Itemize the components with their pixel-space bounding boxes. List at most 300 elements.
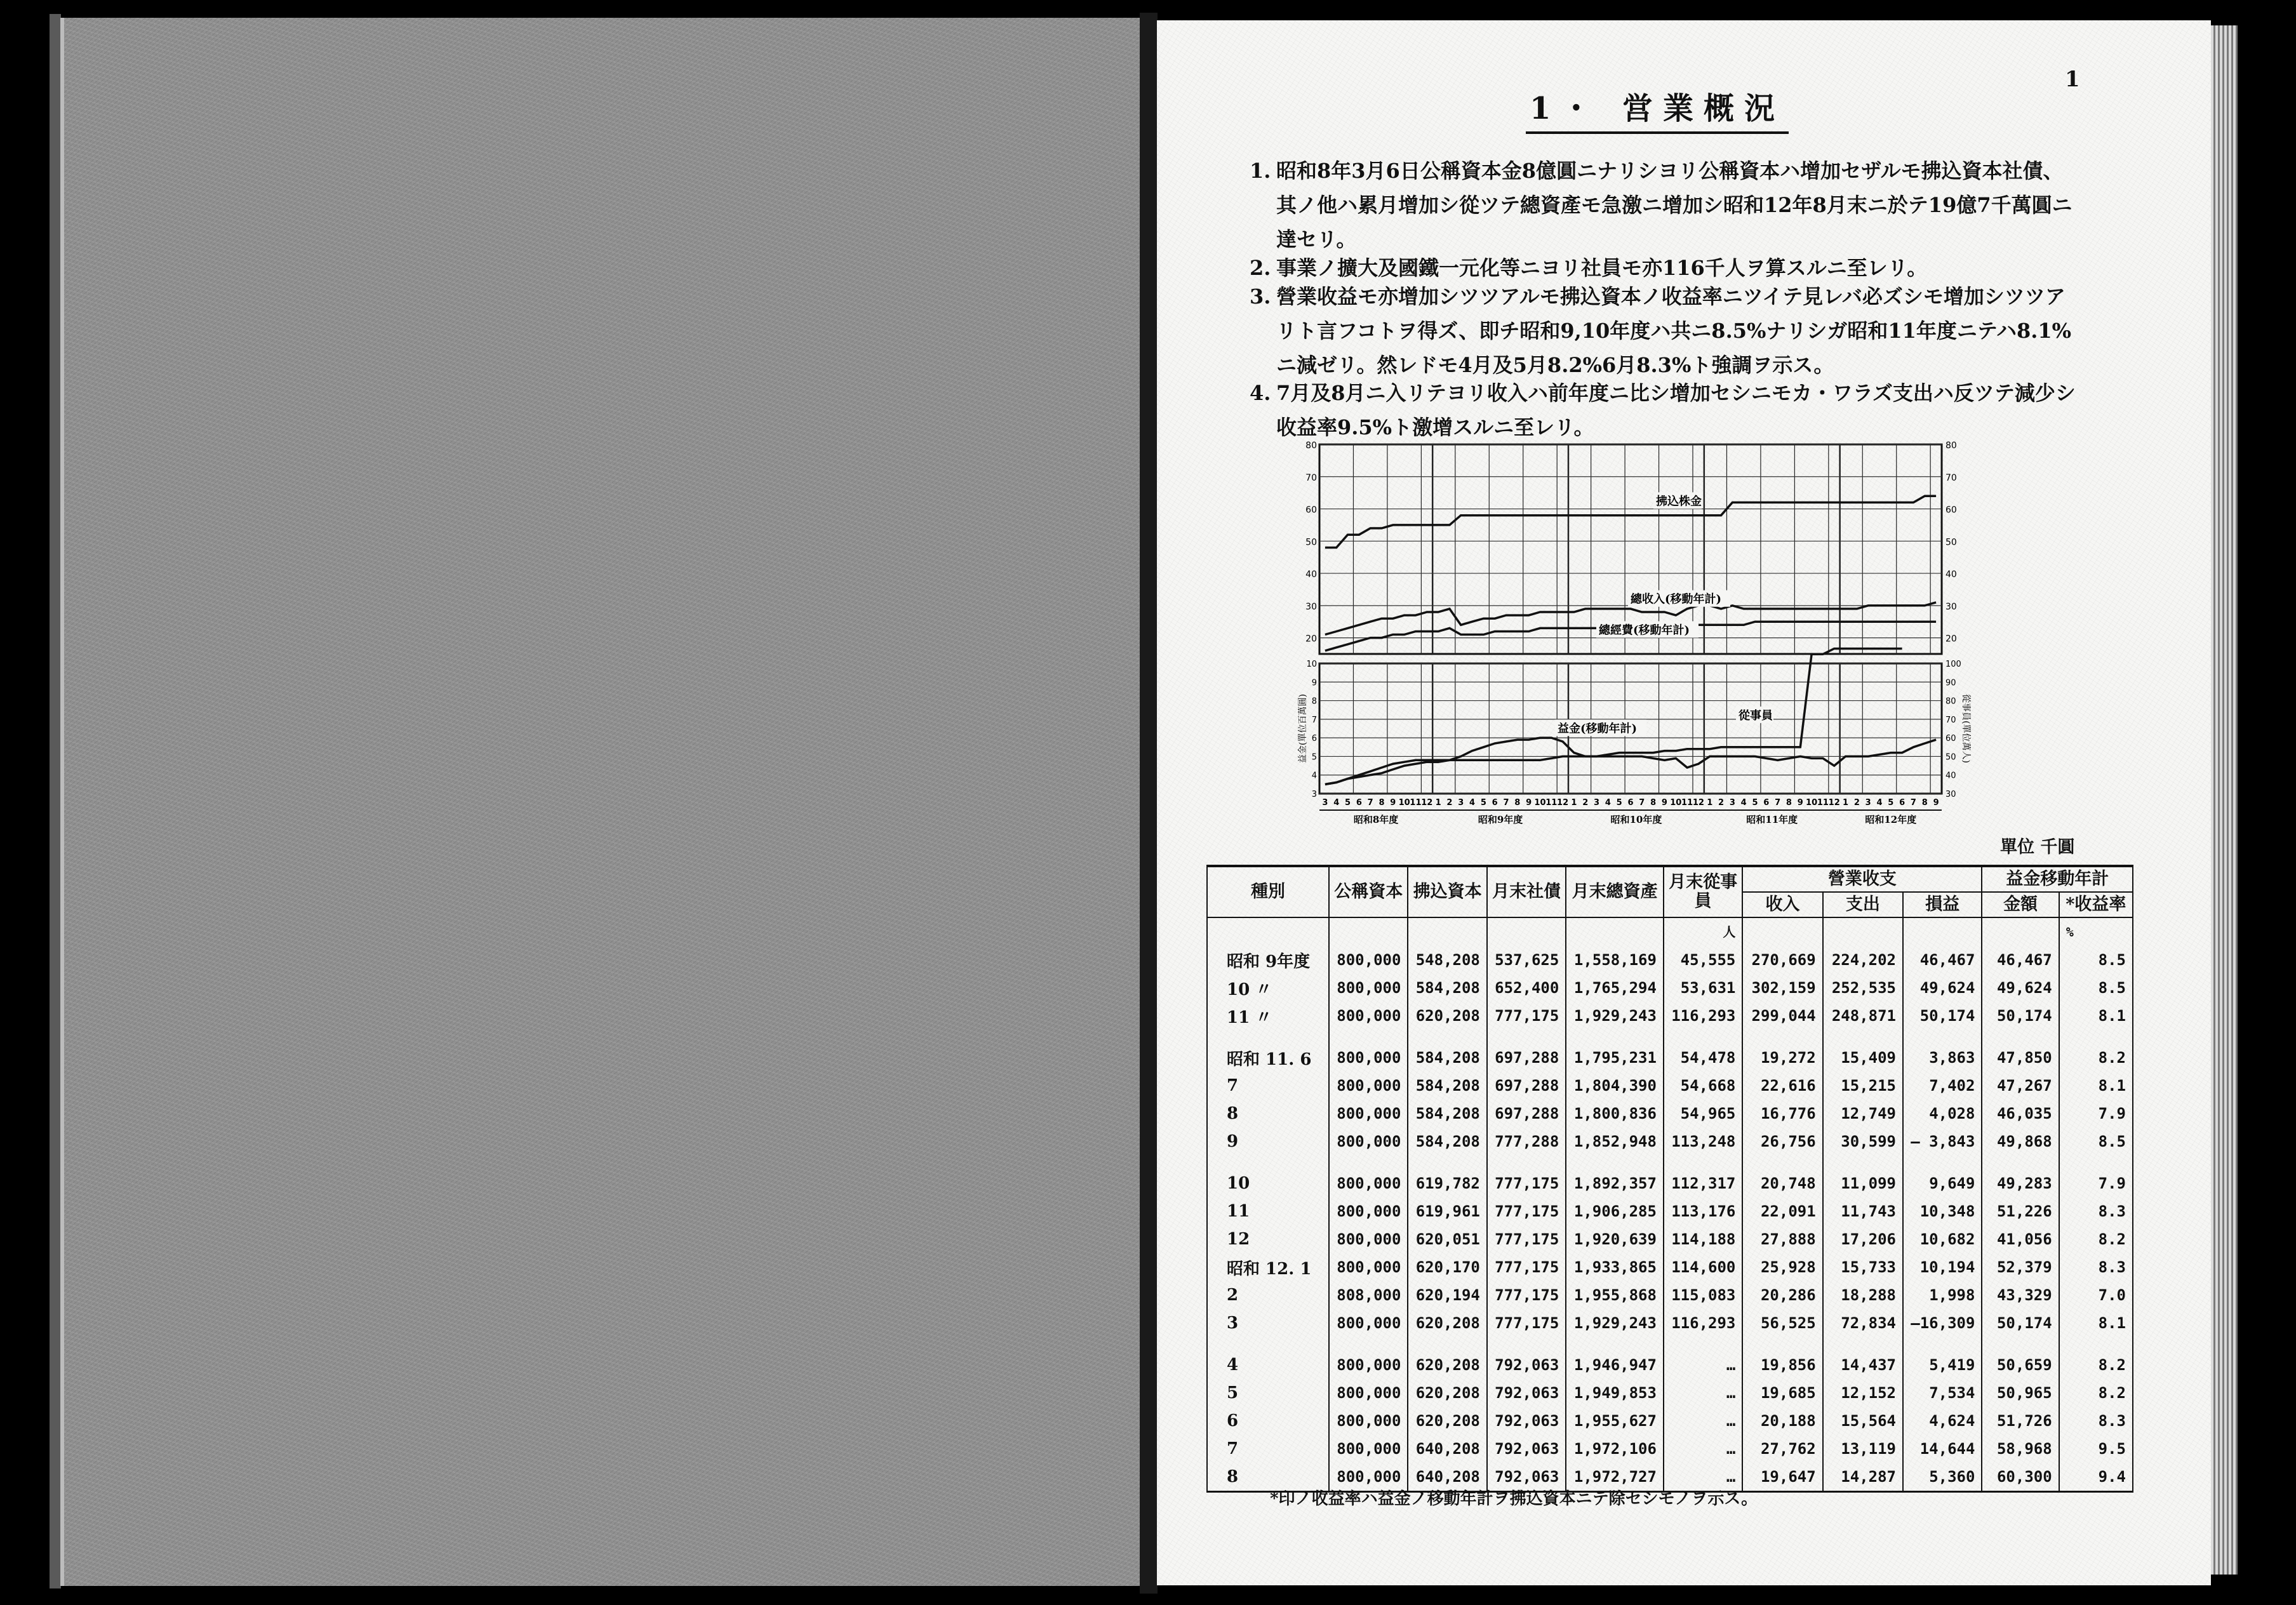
x-tick-label: 4 [1740, 798, 1747, 808]
header-yield: *收益率 [2059, 892, 2133, 917]
table-cell: 10,194 [1903, 1253, 1982, 1281]
table-cell: 800,000 [1329, 1463, 1408, 1492]
table-cell: 620,208 [1408, 1309, 1486, 1337]
table-cell: 800,000 [1329, 1225, 1408, 1253]
header-paid-capital: 拂込資本 [1408, 866, 1486, 917]
table-cell: 54,965 [1664, 1100, 1742, 1128]
x-tick-label: 1 [1707, 798, 1713, 808]
row-label: 昭和 9年度 [1207, 946, 1329, 974]
table-cell: 116,293 [1664, 1309, 1742, 1337]
x-group-label: 昭和10年度 [1610, 814, 1662, 825]
row-label: 10 [1207, 1169, 1329, 1197]
y-tick-label-right: 90 [1946, 678, 1956, 688]
table-cell: 697,288 [1487, 1072, 1566, 1100]
table-row [1207, 1407, 2133, 1435]
table-cell: 19,856 [1742, 1351, 1822, 1379]
x-tick-label: 6 [1899, 798, 1906, 808]
table-cell: 1,929,243 [1566, 1309, 1664, 1337]
x-tick-label: 9 [1526, 798, 1532, 808]
table-cell: 7.9 [2059, 1169, 2133, 1197]
table-cell: 114,188 [1664, 1225, 1742, 1253]
table-cell: 47,850 [1982, 1044, 2059, 1072]
table-cell: 1,795,231 [1566, 1044, 1664, 1072]
y-tick-label: 8 [1311, 696, 1317, 707]
x-tick-label: 12 [1557, 798, 1569, 808]
table-cell: 8.2 [2059, 1379, 2133, 1407]
table-row [1207, 1281, 2133, 1309]
table-cell: 537,625 [1487, 946, 1566, 974]
x-tick-label: 6 [1356, 798, 1362, 808]
table-cell: 7.9 [2059, 1100, 2133, 1128]
y-tick-label-right: 30 [1946, 790, 1956, 799]
book-spine [1140, 13, 1158, 1594]
y-tick-label: 9 [1311, 678, 1317, 688]
table-row [1207, 1128, 2133, 1155]
y-tick-label: 30 [1946, 601, 1957, 612]
right-page-edge [2211, 25, 2238, 1575]
table-cell: 800,000 [1329, 1351, 1408, 1379]
paragraph-4 [1250, 376, 2076, 444]
unit-note: 單位 千圓 [2000, 837, 2075, 857]
paragraph-number: 1. [1250, 159, 1271, 183]
table-cell: 20,188 [1742, 1407, 1822, 1435]
table-row [1207, 1197, 2133, 1225]
table-cell: 800,000 [1329, 1407, 1408, 1435]
x-tick-label: 9 [1797, 798, 1803, 808]
row-gap [1207, 1155, 2133, 1169]
table-cell: 1,558,169 [1566, 946, 1664, 974]
y-tick-label-right: 50 [1946, 752, 1956, 763]
x-tick-label: 6 [1627, 798, 1634, 808]
table-cell: 792,063 [1487, 1463, 1566, 1492]
x-tick-label: 8 [1650, 798, 1657, 808]
table-cell: 800,000 [1329, 1002, 1408, 1030]
table-cell: 10,348 [1903, 1197, 1982, 1225]
table-cell: — 3,843 [1903, 1128, 1982, 1155]
x-tick-label: 10 [1398, 798, 1410, 808]
x-tick-label: 4 [1876, 798, 1883, 808]
table-cell: … [1664, 1379, 1742, 1407]
table-cell: 53,631 [1664, 974, 1742, 1002]
table-cell: 1,955,868 [1566, 1281, 1664, 1309]
table-cell: 800,000 [1329, 1435, 1408, 1463]
table-cell: 16,776 [1742, 1100, 1822, 1128]
table-row [1207, 974, 2133, 1002]
table-cell: 584,208 [1408, 1044, 1486, 1072]
header-profit-annual: 益金移動年計 [1982, 866, 2133, 892]
x-tick-label: 4 [1605, 798, 1611, 808]
table-cell: 49,868 [1982, 1128, 2059, 1155]
table-cell: 792,063 [1487, 1407, 1566, 1435]
header-nominal-capital: 公稱資本 [1329, 866, 1408, 917]
x-tick-label: 8 [1921, 798, 1928, 808]
series-label-paid-capital: 拂込株金 [1656, 495, 1702, 509]
table-cell: 12,152 [1823, 1379, 1903, 1407]
table-cell: 47,267 [1982, 1072, 2059, 1100]
x-tick-label: 7 [1503, 798, 1509, 808]
left-page-edge [50, 14, 61, 1588]
x-tick-label: 12 [1421, 798, 1433, 808]
header-profit-loss: 損益 [1903, 892, 1982, 917]
table-cell: 52,379 [1982, 1253, 2059, 1281]
y-tick-label: 20 [1946, 634, 1957, 644]
row-label: 4 [1207, 1351, 1329, 1379]
y-tick-label: 70 [1305, 472, 1317, 483]
row-label: 11 〃 [1207, 1002, 1329, 1030]
table-cell: 800,000 [1329, 974, 1408, 1002]
table-row [1207, 946, 2133, 974]
table-cell: 620,208 [1408, 1002, 1486, 1030]
table-cell: 777,175 [1487, 1197, 1566, 1225]
table-row [1207, 1072, 2133, 1100]
header-employees: 月末從事員 [1664, 866, 1742, 917]
table-cell: 50,174 [1903, 1002, 1982, 1030]
table-row [1207, 1044, 2133, 1072]
table-cell: 1,933,865 [1566, 1253, 1664, 1281]
paragraph-number: 3. [1250, 284, 1271, 309]
header-expense: 支出 [1823, 892, 1903, 917]
x-tick-label: 12 [1692, 798, 1704, 808]
table-cell: 1,929,243 [1566, 1002, 1664, 1030]
table-cell: 11,099 [1823, 1169, 1903, 1197]
x-tick-label: 5 [1616, 798, 1622, 808]
page-title: 1・ 営業概況 [1526, 84, 1789, 134]
table-cell: 50,659 [1982, 1351, 2059, 1379]
table-cell: 113,176 [1664, 1197, 1742, 1225]
table-cell: 777,175 [1487, 1253, 1566, 1281]
row-label: 2 [1207, 1281, 1329, 1309]
table-cell: 1,920,639 [1566, 1225, 1664, 1253]
series-paid-capital-line [1325, 496, 1936, 547]
table-cell: 15,409 [1823, 1044, 1903, 1072]
x-tick-label: 8 [1378, 798, 1385, 808]
table-cell: 584,208 [1408, 1128, 1486, 1155]
y-tick-label-right: 100 [1946, 660, 1961, 669]
table-cell: 8.2 [2059, 1044, 2133, 1072]
row-gap [1207, 1337, 2133, 1351]
table-row [1207, 1253, 2133, 1281]
table-cell: 5,419 [1903, 1351, 1982, 1379]
table-cell: 7.0 [2059, 1281, 2133, 1309]
header-category: 種別 [1207, 866, 1329, 917]
x-tick-label: 2 [1446, 798, 1453, 808]
x-tick-label: 5 [1345, 798, 1351, 808]
paragraph-text: 昭和8年3月6日公稱資本金8億圓ニナリシヨリ公稱資本ハ增加セザルモ拂込資本社債、其ノ他ハ累月增加シ從ツテ總資產モ急激ニ增加シ昭和12年8月末ニ於テ19億7千萬圓ニ達セリ。 [1276, 159, 2072, 251]
table-cell: 27,888 [1742, 1225, 1822, 1253]
table-cell: 56,525 [1742, 1309, 1822, 1337]
table-cell: 3,863 [1903, 1044, 1982, 1072]
table-cell: 800,000 [1329, 1169, 1408, 1197]
table-cell: 19,272 [1742, 1044, 1822, 1072]
x-tick-label: 3 [1594, 798, 1600, 808]
table-cell: 777,175 [1487, 1002, 1566, 1030]
table-cell: 777,175 [1487, 1281, 1566, 1309]
x-group-label: 昭和12年度 [1865, 814, 1917, 825]
table-cell: 49,624 [1982, 974, 2059, 1002]
table-cell: 49,283 [1982, 1169, 2059, 1197]
header-amount: 金額 [1982, 892, 2059, 917]
table-cell: 26,756 [1742, 1128, 1822, 1155]
table-cell: 9,649 [1903, 1169, 1982, 1197]
table-cell: 54,478 [1664, 1044, 1742, 1072]
unit-row [1207, 917, 2133, 946]
table-row [1207, 1351, 2133, 1379]
table-cell: 14,437 [1823, 1351, 1903, 1379]
table-cell: 8.3 [2059, 1253, 2133, 1281]
x-tick-label: 4 [1469, 798, 1476, 808]
y-tick-label: 70 [1946, 472, 1957, 483]
table-cell: 116,293 [1664, 1002, 1742, 1030]
table-cell: 17,206 [1823, 1225, 1903, 1253]
table-cell: 113,248 [1664, 1128, 1742, 1155]
table-cell: 800,000 [1329, 1128, 1408, 1155]
table-cell: 800,000 [1329, 1044, 1408, 1072]
row-label: 6 [1207, 1407, 1329, 1435]
table-cell: 115,083 [1664, 1281, 1742, 1309]
table-cell: 800,000 [1329, 1309, 1408, 1337]
x-tick-label: 9 [1390, 798, 1396, 808]
table-cell: 4,028 [1903, 1100, 1982, 1128]
series-label-total-expense: 總經費(移動年計) [1599, 623, 1690, 637]
table-cell: 1,946,947 [1566, 1351, 1664, 1379]
x-tick-label: 1 [1435, 798, 1441, 808]
row-label: 5 [1207, 1379, 1329, 1407]
line-chart [1300, 438, 2050, 825]
table-cell: 14,287 [1823, 1463, 1903, 1492]
table-cell: 8.1 [2059, 1002, 2133, 1030]
row-label: 昭和 11. 6 [1207, 1044, 1329, 1072]
table-cell: 808,000 [1329, 1281, 1408, 1309]
table-cell: —16,309 [1903, 1309, 1982, 1337]
table-cell: 792,063 [1487, 1379, 1566, 1407]
x-tick-label: 7 [1775, 798, 1781, 808]
table-cell: 792,063 [1487, 1435, 1566, 1463]
table-cell: 8.5 [2059, 1128, 2133, 1155]
chart-svg [1300, 438, 2050, 825]
y-tick-label: 50 [1946, 537, 1957, 548]
table-cell: 54,668 [1664, 1072, 1742, 1100]
y-tick-label-right: 70 [1946, 715, 1956, 725]
y-tick-label: 4 [1311, 771, 1317, 781]
row-label: 7 [1207, 1435, 1329, 1463]
table-cell: 9.4 [2059, 1463, 2133, 1492]
series-label-profit: 益金(移動年計) [1558, 722, 1638, 736]
table-cell: 1,852,948 [1566, 1128, 1664, 1155]
y-tick-label: 50 [1305, 537, 1317, 548]
x-tick-label: 7 [1910, 798, 1916, 808]
x-tick-label: 2 [1718, 798, 1725, 808]
x-group-label: 昭和9年度 [1478, 814, 1523, 825]
table-cell: 5,360 [1903, 1463, 1982, 1492]
y-tick-label-right: 40 [1946, 771, 1956, 781]
row-label: 9 [1207, 1128, 1329, 1155]
row-gap [1207, 1030, 2133, 1044]
table-row [1207, 1379, 2133, 1407]
table-cell: 1,972,727 [1566, 1463, 1664, 1492]
table-cell: 620,208 [1408, 1379, 1486, 1407]
paragraph-number: 2. [1250, 256, 1271, 280]
table-cell: 584,208 [1408, 1100, 1486, 1128]
table-cell: 25,928 [1742, 1253, 1822, 1281]
y-tick-label: 40 [1946, 569, 1957, 580]
table-cell: 51,726 [1982, 1407, 2059, 1435]
x-tick-label: 11 [1681, 798, 1693, 808]
y-tick-label: 40 [1305, 569, 1317, 580]
table-cell: 7,534 [1903, 1379, 1982, 1407]
table-cell: 8.1 [2059, 1309, 2133, 1337]
right-axis-label: 從事員(單位萬人) [1961, 694, 1971, 763]
table-cell: 640,208 [1408, 1463, 1486, 1492]
y-tick-label: 7 [1311, 715, 1317, 725]
table-cell: 800,000 [1329, 1197, 1408, 1225]
table-cell: 620,208 [1408, 1407, 1486, 1435]
table-cell: 58,968 [1982, 1435, 2059, 1463]
header-income: 收入 [1742, 892, 1822, 917]
table-cell: 619,782 [1408, 1169, 1486, 1197]
paragraph-1 [1250, 154, 2076, 256]
table-cell: 43,329 [1982, 1281, 2059, 1309]
title-wrap [1524, 84, 1791, 134]
table-cell: 620,170 [1408, 1253, 1486, 1281]
table-cell: 8.3 [2059, 1197, 2133, 1225]
y-tick-label: 5 [1311, 752, 1317, 763]
table-cell: 20,286 [1742, 1281, 1822, 1309]
x-tick-label: 11 [1545, 798, 1558, 808]
table-cell: 18,288 [1823, 1281, 1903, 1309]
x-tick-label: 10 [1806, 798, 1818, 808]
table-cell: 8.2 [2059, 1351, 2133, 1379]
table-cell: 112,317 [1664, 1169, 1742, 1197]
operations-table [1206, 865, 2133, 1493]
table-row [1207, 1169, 2133, 1197]
table-cell: … [1664, 1463, 1742, 1492]
table-row [1207, 1435, 2133, 1463]
table-cell: 30,599 [1823, 1128, 1903, 1155]
table-cell: 792,063 [1487, 1351, 1566, 1379]
table-cell: 50,174 [1982, 1002, 2059, 1030]
table-cell: 114,600 [1664, 1253, 1742, 1281]
paragraph-number: 4. [1250, 381, 1271, 405]
table-cell: 4,624 [1903, 1407, 1982, 1435]
table-cell: … [1664, 1435, 1742, 1463]
x-tick-label: 5 [1480, 798, 1486, 808]
row-label: 12 [1207, 1225, 1329, 1253]
table-row [1207, 1309, 2133, 1337]
y-tick-label: 10 [1306, 660, 1317, 669]
x-tick-label: 11 [1817, 798, 1829, 808]
y-tick-label: 80 [1946, 441, 1957, 451]
paragraph-text: 事業ノ擴大及國鐵一元化等ニヨリ社員モ亦116千人ヲ算スルニ至レリ。 [1276, 256, 1928, 280]
x-tick-label: 5 [1752, 798, 1758, 808]
table-cell: 7,402 [1903, 1072, 1982, 1100]
x-tick-label: 7 [1367, 798, 1373, 808]
x-tick-label: 8 [1785, 798, 1792, 808]
row-label: 8 [1207, 1463, 1329, 1492]
y-tick-label: 80 [1305, 441, 1317, 451]
table-cell: 1,892,357 [1566, 1169, 1664, 1197]
x-tick-label: 4 [1333, 798, 1340, 808]
y-tick-label: 3 [1311, 790, 1317, 799]
left-axis-label: 益金(單位百萬圓) [1298, 694, 1308, 763]
table-cell: 652,400 [1487, 974, 1566, 1002]
table-cell: 777,175 [1487, 1169, 1566, 1197]
table-cell: … [1664, 1407, 1742, 1435]
row-label: 8 [1207, 1100, 1329, 1128]
table-cell: 8.5 [2059, 946, 2133, 974]
table-cell: 45,555 [1664, 946, 1742, 974]
table-cell: 22,616 [1742, 1072, 1822, 1100]
table-row [1207, 1225, 2133, 1253]
series-label-employees: 從事員 [1739, 709, 1773, 723]
x-tick-label: 11 [1410, 798, 1422, 808]
x-tick-label: 1 [1843, 798, 1849, 808]
x-tick-label: 1 [1571, 798, 1577, 808]
table-cell: 60,300 [1982, 1463, 2059, 1492]
x-tick-label: 12 [1828, 798, 1840, 808]
table-cell: 27,762 [1742, 1435, 1822, 1463]
table-row [1207, 1002, 2133, 1030]
y-tick-label: 20 [1305, 634, 1317, 644]
table-cell: 800,000 [1329, 1253, 1408, 1281]
table-body [1207, 917, 2133, 1492]
table-cell: 619,961 [1408, 1197, 1486, 1225]
table-cell: 41,056 [1982, 1225, 2059, 1253]
table-cell: 800,000 [1329, 946, 1408, 974]
y-tick-label: 60 [1946, 505, 1957, 516]
table-cell: 15,564 [1823, 1407, 1903, 1435]
x-tick-label: 3 [1322, 798, 1328, 808]
table-row [1207, 1100, 2133, 1128]
table-cell: 800,000 [1329, 1379, 1408, 1407]
table-cell: 548,208 [1408, 946, 1486, 974]
table-cell: 46,467 [1903, 946, 1982, 974]
x-tick-label: 2 [1582, 798, 1589, 808]
x-tick-label: 7 [1639, 798, 1645, 808]
table-cell: 11,743 [1823, 1197, 1903, 1225]
table-cell: 19,685 [1742, 1379, 1822, 1407]
table-cell: 8.1 [2059, 1072, 2133, 1100]
table-cell: 248,871 [1823, 1002, 1903, 1030]
table-cell: 8.3 [2059, 1407, 2133, 1435]
unit-percent: % [2059, 917, 2133, 946]
table-cell: 620,051 [1408, 1225, 1486, 1253]
table-cell: 46,467 [1982, 946, 2059, 974]
series-label-total-income: 總收入(移動年計) [1631, 592, 1722, 606]
left-page-blank [60, 18, 1144, 1586]
x-tick-label: 10 [1534, 798, 1546, 808]
table-cell: 777,175 [1487, 1225, 1566, 1253]
y-tick-label: 60 [1305, 505, 1317, 516]
table-cell: 1,998 [1903, 1281, 1982, 1309]
x-tick-label: 9 [1933, 798, 1939, 808]
table-cell: 13,119 [1823, 1435, 1903, 1463]
table-cell: 50,174 [1982, 1309, 2059, 1337]
table-cell: 15,215 [1823, 1072, 1903, 1100]
table-cell: 51,226 [1982, 1197, 2059, 1225]
paragraph-text: 7月及8月ニ入リテヨリ收入ハ前年度ニ比シ增加セシニモカ・ワラズ支出ハ反ツテ減少シ收益率9.5%ト激增スルニ至レリ。 [1276, 381, 2076, 439]
table-cell: 620,208 [1408, 1351, 1486, 1379]
table-cell: 584,208 [1408, 974, 1486, 1002]
table-cell: 270,669 [1742, 946, 1822, 974]
unit-person: 人 [1664, 917, 1742, 946]
x-tick-label: 3 [1865, 798, 1871, 808]
x-tick-label: 6 [1492, 798, 1498, 808]
table-cell: 19,647 [1742, 1463, 1822, 1492]
row-label: 11 [1207, 1197, 1329, 1225]
header-bonds: 月末社債 [1487, 866, 1566, 917]
table-cell: 640,208 [1408, 1435, 1486, 1463]
table-cell: … [1664, 1351, 1742, 1379]
